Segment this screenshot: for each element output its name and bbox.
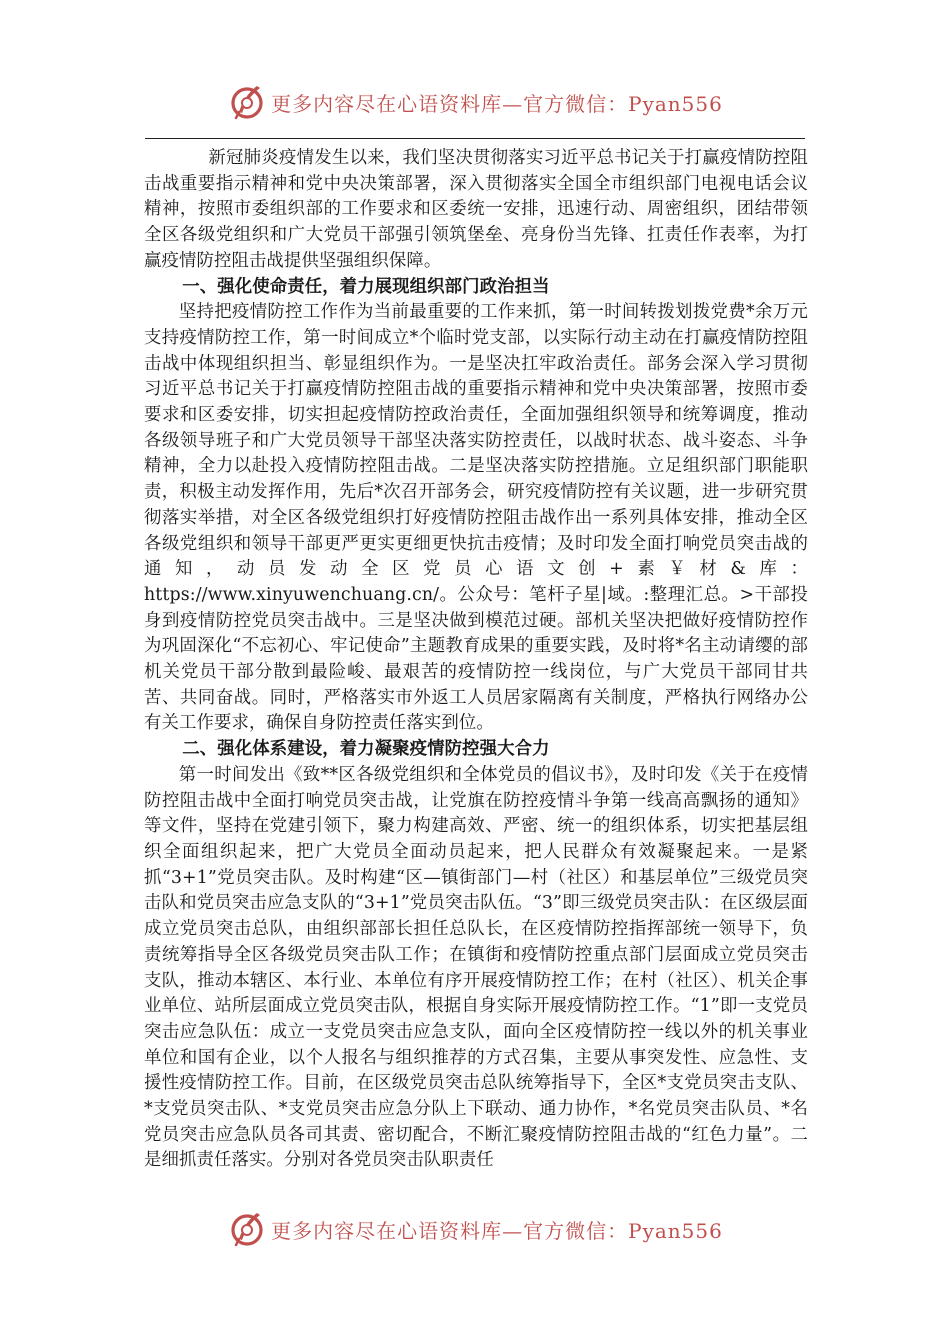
section-2-heading: 二、强化体系建设，着力凝聚疫情防控强大合力 [182, 739, 550, 760]
section-1-paragraph: 坚持把疫情防控工作作为当前最重要的工作来抓，第一时间转拨划拨党费*余万元支持疫情防控工作，第一时间成立*个临时党支部，以实际行动主动在打赢疫情防控阻击战中体现组织担当、彰显组织作为。一是坚决扛牢政治责任。部务会深入学习贯彻习近平总书记关于打赢疫情防控阻击战的重要指示精神和党中央决策部署，按照市委要求和区委安排，切实担起疫情防控政治责任，全面加强组织领导和统筹调度，推动各级领导班子和广大党员领导干部坚决落实防控责任，以战时状态、战斗姿态、斗争精神，全力以赴投入疫情防控阻击战。二是坚决落实防控措施。立足组织部门职能职责，积极主动发挥作用，先后*次召开部务会，研究疫情防控有关议题，进一步研究贯彻落实举措，对全区各级党组织打好疫情防控阻击战作出一系列具体安排，推动全区各级党组织和领导干部更严更实更细更快抗击疫情；及时印发全面打响党员突击战的通知，动员发动全区党员心语文创+素￥材&库：https://www.xinyuwenchuang.cn/。公众号：笔杆子星|域。:整理汇总。>干部投身到疫情防控党员突击战中。三是坚决做到模范过硬。部机关坚决把做好疫情防控作为巩固深化“不忘初心、牢记使命”主题教育成果的重要实践，及时将*名主动请缨的部机关党员干部分散到最险峻、最艰苦的疫情防控一线岗位，与广大党员干部同甘共苦、共同奋战。同时，严格落实市外返工人员居家隔离有关制度，严格执行网络办公有关工作要求，确保自身防控责任落实到位。 [144, 302, 808, 734]
header-banner-text: 更多内容尽在心语资料库—官方微信：Pyan556 [271, 91, 723, 116]
intro-paragraph: 新冠肺炎疫情发生以来，我们坚决贯彻落实习近平总书记关于打赢疫情防控阻击战重要指示精神和党中央决策部署，深入贯彻落实全国全市组织部门电视电话会议精神，按照市委组织部的工作要求和区委统一安排，迅速行动、周密组织，团结带领全区各级党组织和广大党员干部强引领筑堡垒、亮身份当先锋、扛责任作表率，为打赢疫情防控阻击战提供坚强组织保障。 [144, 148, 808, 271]
footer-banner [0, 1209, 950, 1249]
quill-logo-icon [227, 1209, 267, 1249]
header-divider [145, 138, 805, 139]
quill-logo-icon [227, 82, 267, 122]
header-banner [0, 82, 950, 122]
section-2-paragraph: 第一时间发出《致**区各级党组织和全体党员的倡议书》，及时印发《关于在疫情防控阻击战中全面打响党员突击战，让党旗在防控疫情斗争第一线高高飘扬的通知》等文件，坚持在党建引领下，聚力构建高效、严密、统一的组织体系，切实把基层组织全面组织起来，把广大党员全面动员起来，把人民群众有效凝聚起来。一是紧抓“3+1”党员突击队。及时构建“区—镇街部门—村（社区）和基层单位”三级党员突击队和党员突击应急支队的“3+1”党员突击队伍。“3”即三级党员突击队：在区级层面成立党员突击总队，由组织部部长担任总队长，在区疫情防控指挥部统一领导下，负责统筹指导全区各级党员突击队工作；在镇街和疫情防控重点部门层面成立党员突击支队，推动本辖区、本行业、本单位有序开展疫情防控工作；在村（社区）、机关企事业单位、站所层面成立党员突击队，根据自身实际开展疫情防控工作。“1”即一支党员突击应急队伍：成立一支党员突击应急支队，面向全区疫情防控一线以外的机关事业单位和国有企业，以个人报名与组织推荐的方式召集，主要从事突发性、应急性、支援性疫情防控工作。目前，在区级党员突击总队统筹指导下，全区*支党员突击支队、*支党员突击队、*支党员突击应急分队上下联动、通力协作，*名党员突击队员、*名党员突击应急队员各司其责、密切配合，不断汇聚疫情防控阻击战的“红色力量”。二是细抓责任落实。分别对各党员突击队职责任 [144, 764, 808, 1171]
section-1-heading: 一、强化使命责任，着力展现组织部门政治担当 [182, 276, 550, 297]
footer-banner-text: 更多内容尽在心语资料库—官方微信：Pyan556 [271, 1218, 723, 1243]
document-body [144, 146, 808, 1174]
